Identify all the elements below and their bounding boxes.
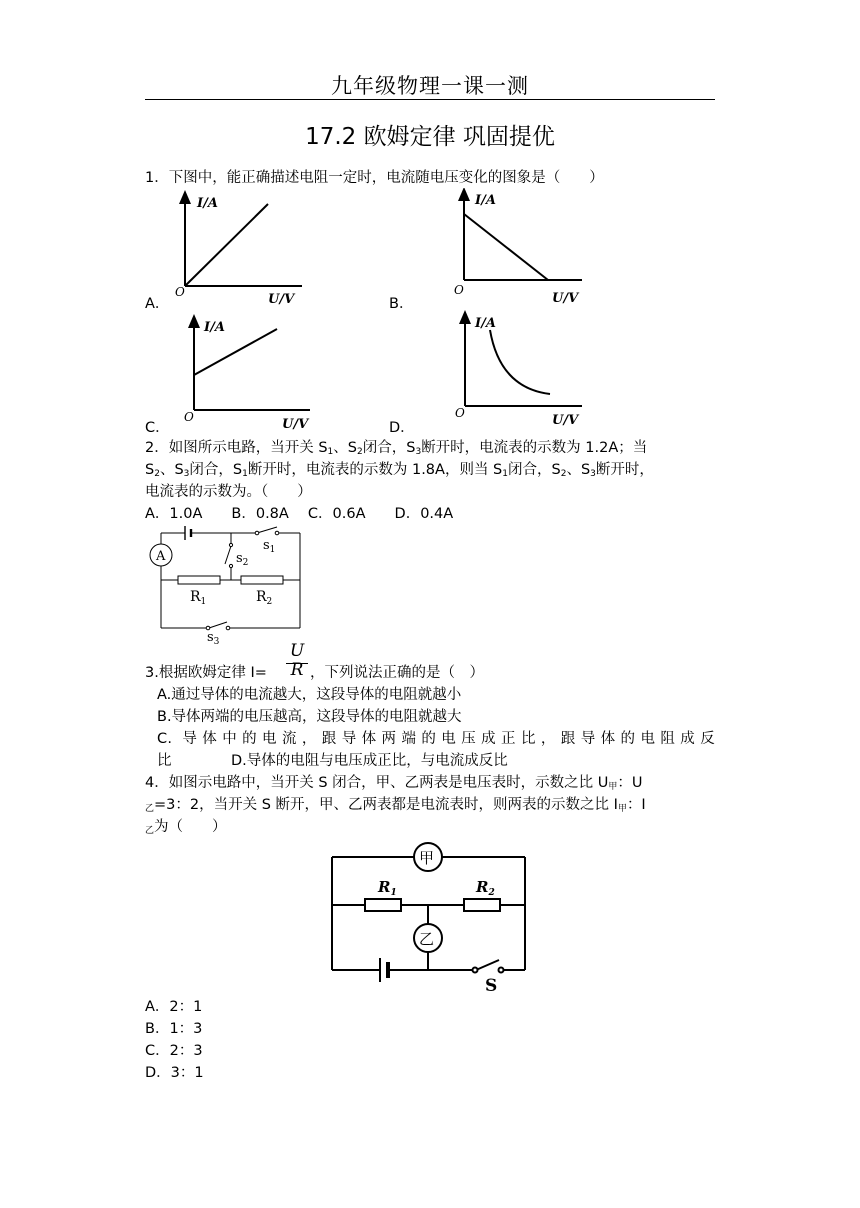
q3-option-a: A.通过导体的电流越大，这段导体的电阻就越小 xyxy=(157,687,462,703)
q2-circuit xyxy=(145,524,305,646)
q3-fraction-numerator: U xyxy=(289,641,305,661)
graph-c-origin: O xyxy=(184,410,194,424)
q4-meter-jia-label: 甲 xyxy=(419,849,435,867)
graph-d-origin: O xyxy=(455,406,465,420)
q4-option-c: C．2：3 xyxy=(145,1043,203,1059)
header-rule xyxy=(145,99,715,100)
q2-stem-line2: $S_2$、$S_3$闭合，$S_1$断开时，电流表的示数为 1.8A，则当 $S_1$闭合，$S_2$、$S_3$断开时， xyxy=(145,462,654,479)
q4-stem-line1: 4．如图示电路中，当开关 S 闭合，甲、乙两表是电压表时，示数之比 $U_甲$：U xyxy=(145,775,643,792)
q4-switch-label: S xyxy=(485,976,498,996)
q2-r2-label: $R_2$ xyxy=(256,589,273,607)
graph-c-xlabel: U/V xyxy=(282,417,309,432)
graph-a-origin: O xyxy=(175,285,185,299)
graph-a xyxy=(175,196,302,307)
graph-d-ylabel: I/A xyxy=(475,316,496,331)
graph-d-xlabel: U/V xyxy=(552,413,579,428)
q1-option-a-label: A． xyxy=(145,296,170,312)
q1-option-d-label: D． xyxy=(389,420,415,436)
graph-a-ylabel: I/A xyxy=(197,196,218,211)
q2-stem-line1: 2．如图所示电路，当开关 $S_1$、$S_2$闭合，$S_3$断开时，电流表的示数为 1.2A；当 xyxy=(145,440,648,457)
q4-stem-line2: $_乙$=3：2，当开关 S 断开，甲、乙两表都是电流表时，则两表的示数之比 $I_甲$：I xyxy=(145,797,646,814)
graph-a-xlabel: U/V xyxy=(268,292,295,307)
page-header: 九年级物理一课一测 xyxy=(331,74,529,98)
q3-option-d: D.导体的电阻与电压成正比，与电流成反比 xyxy=(231,753,508,769)
q3-stem-a: 3.根据欧姆定律 I= xyxy=(145,665,267,681)
q3-option-c-line2: 比 xyxy=(157,753,172,769)
q2-options: A．1.0A B．0.8A C．0.6A D．0.4A xyxy=(145,506,454,522)
q1-option-b-label: B． xyxy=(389,296,414,312)
q2-s3-label: $s_3$ xyxy=(207,630,220,646)
q2-s1-label: $s_1$ xyxy=(263,538,276,555)
q4-stem-line3: $_乙$为（ ） xyxy=(145,819,227,836)
q2-s2-label: $s_2$ xyxy=(236,551,249,568)
graph-b xyxy=(454,193,582,306)
graph-b-xlabel: U/V xyxy=(552,291,579,306)
q4-option-b: B．1：3 xyxy=(145,1021,203,1037)
q1-graphs xyxy=(150,188,620,436)
graph-c-ylabel: I/A xyxy=(204,320,225,335)
q4-meter-yi-label: 乙 xyxy=(419,930,435,948)
q3-stem-b: ，下列说法正确的是（ ） xyxy=(310,665,484,681)
q3-fraction-denominator: R xyxy=(290,660,304,680)
page-title: 17.2 欧姆定律 巩固提优 xyxy=(305,124,555,150)
q1-option-c-label: C． xyxy=(145,420,170,436)
q4-circuit xyxy=(328,840,530,996)
q1-stem: 1．下图中，能正确描述电阻一定时，电流随电压变化的图象是（ ） xyxy=(145,170,604,186)
q2-r1-label: $R_1$ xyxy=(190,589,207,607)
graph-c xyxy=(184,320,310,432)
graph-b-origin: O xyxy=(454,283,464,297)
q4-option-d: D．3：1 xyxy=(145,1065,204,1081)
q4-r2-label: $R_2$ xyxy=(476,878,495,898)
graph-d xyxy=(455,316,582,428)
q3-option-b: B.导体两端的电压越高，这段导体的电阻就越大 xyxy=(157,709,462,725)
q4-r1-label: $R_1$ xyxy=(378,878,397,898)
q2-stem-line3: 电流表的示数为。（ ） xyxy=(145,484,312,500)
q3-option-c-line1: C. 导体中的电流，跟导体两端的电压成正比，跟导体的电阻成反 xyxy=(157,731,715,747)
graph-b-ylabel: I/A xyxy=(475,193,496,208)
q4-option-a: A．2：1 xyxy=(145,999,203,1015)
q2-ammeter-label: A xyxy=(156,549,166,564)
